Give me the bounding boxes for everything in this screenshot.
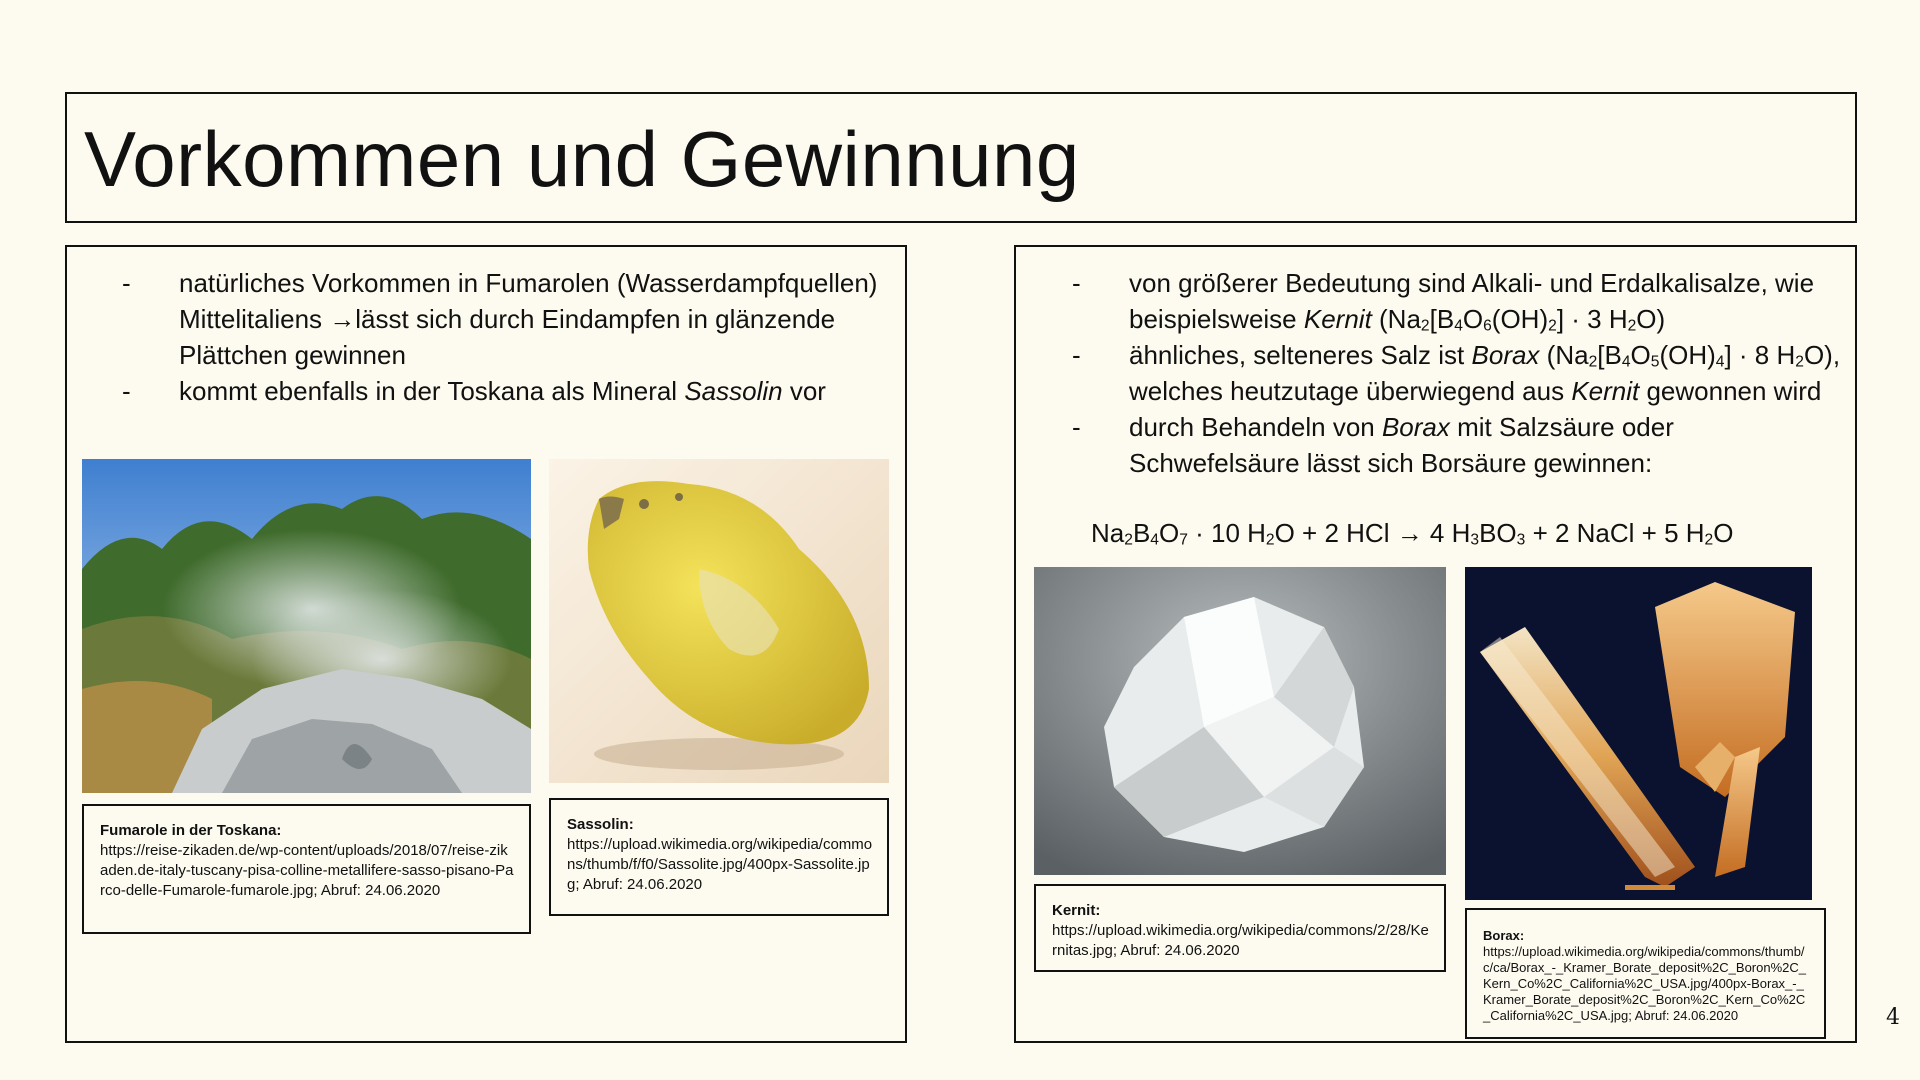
- caption-text: https://reise-zikaden.de/wp-content/uploads/2018/07/reise-zikaden.de-italy-tuscany-pisa-colline-metallifere-sasso-pisano-Parco-delle-Fumarole-fumarole.jpg; Abruf: 24.06.2020: [100, 842, 514, 899]
- bullet-item: [122, 265, 882, 373]
- title-box: [65, 92, 1857, 223]
- borax-caption: [1465, 908, 1826, 1039]
- left-bullet-list: [122, 265, 882, 409]
- right-panel: [1014, 245, 1857, 1043]
- bullet-text: ähnliches, selteneres Salz ist Borax ($Na_2[B_4O_5(OH)_4] \cdot 8$ $H_2O$), welches heutzutage überwiegend aus Kernit gewonnen wird: [1129, 340, 1841, 406]
- page-number: 4: [1886, 1005, 1900, 1030]
- bullet-dash: -: [1072, 268, 1081, 298]
- bullet-dash: -: [122, 268, 131, 298]
- kernit-photo: [1034, 567, 1446, 875]
- sassolin-photo: [549, 459, 889, 783]
- caption-title: Borax:: [1483, 928, 1525, 943]
- fumarole-caption: [82, 804, 531, 934]
- bullet-item: [122, 373, 882, 409]
- caption-title: Kernit:: [1052, 902, 1101, 919]
- caption-text: https://upload.wikimedia.org/wikipedia/commons/thumb/c/ca/Borax_-_Kramer_Borate_deposit%2C_Boron%2C_Kern_Co%2C_California%2C_USA.jpg/400px-Borax_-_Kramer_Borate_deposit%2C_Boron%2C_Kern_Co%2C_California%2C_USA.jpg; Abruf: 24.06.2020: [1483, 944, 1807, 1023]
- bullet-text: kommt ebenfalls in der Toskana als Mineral Sassolin vor: [179, 376, 826, 406]
- sassolin-caption: [549, 798, 889, 916]
- bullet-item: [1072, 265, 1842, 337]
- bullet-dash: -: [1072, 340, 1081, 370]
- bullet-text: von größerer Bedeutung sind Alkali- und Erdalkalisalze, wie beispielsweise Kernit ($Na_2[B_4O_6(OH)_2] \cdot 3$ $H_2O$): [1129, 268, 1815, 335]
- slide-title: Vorkommen und Gewinnung: [84, 115, 1080, 203]
- caption-text: https://upload.wikimedia.org/wikipedia/commons/2/28/Kernitas.jpg; Abruf: 24.06.2020: [1052, 922, 1429, 959]
- kernit-caption: [1034, 884, 1446, 972]
- bullet-dash: -: [122, 376, 131, 406]
- right-bullet-list: [1072, 265, 1842, 481]
- caption-text: https://upload.wikimedia.org/wikipedia/commons/thumb/f/f0/Sassolite.jpg/400px-Sassolite.jpg; Abruf: 24.06.2020: [567, 836, 873, 893]
- bullet-text: durch Behandeln von Borax mit Salzsäure oder Schwefelsäure lässt sich Borsäure gewinnen:: [1129, 412, 1674, 478]
- bullet-item: [1072, 337, 1842, 409]
- caption-title: Fumarole in der Toskana:: [100, 822, 282, 839]
- left-panel: [65, 245, 907, 1043]
- bullet-item: [1072, 409, 1842, 481]
- fumarole-photo: [82, 459, 531, 793]
- caption-title: Sassolin:: [567, 816, 634, 833]
- reaction-formula: $Na_2B_4O_7 \cdot 10$ $H_2O + 2$ HCl → 4 $H_3BO_3 + 2$ NaCl + 5 $H_2O$: [1091, 518, 1734, 549]
- bullet-dash: -: [1072, 412, 1081, 442]
- bullet-text: natürliches Vorkommen in Fumarolen (Wasserdampfquellen) Mittelitaliens →lässt sich durch Eindampfen in glänzende Plättchen gewinnen: [179, 268, 878, 370]
- borax-photo: [1465, 567, 1812, 900]
